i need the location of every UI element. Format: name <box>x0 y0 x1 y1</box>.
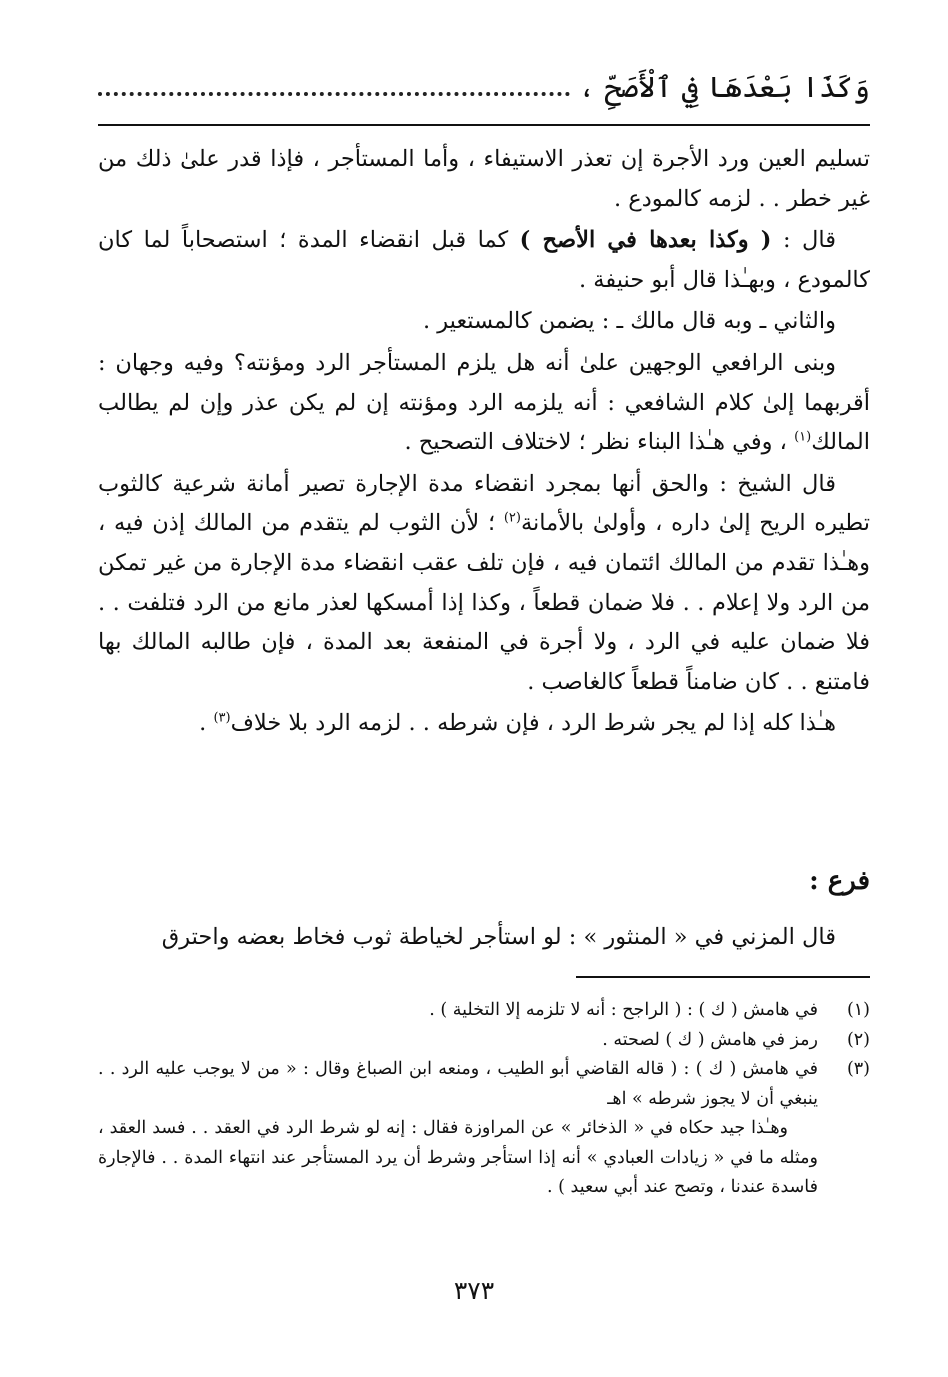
paragraph-4-rest: ، وفي هـٰذا البناء نظر ؛ لاختلاف التصحيح . <box>404 429 795 456</box>
footnote-number <box>818 1114 870 1203</box>
page-number: ٣٧٣ <box>453 1276 495 1305</box>
paragraph-4-text: وبنى الرافعي الوجهين علىٰ أنه هل يلزم المستأجر الرد ومؤنته؟ وفيه وجهان : أقربهما إلىٰ كلام الشافعي : أنه يلزمه الرد ومؤنته إن لم يكن عذر وإن لم يطالب المالك <box>98 349 870 456</box>
paragraph-2-rest: كما قبل انقضاء المدة ؛ استصحاباً لما كان كالمودع ، وبهـٰذا قال أبو حنيفة . <box>98 227 870 293</box>
paragraph-4 <box>98 344 870 463</box>
paragraph-3: والثاني ـ وبه قال مالك ـ : يضمن كالمستعير . <box>422 308 836 335</box>
paragraph-6 <box>98 704 870 744</box>
paragraph-5-text: قال الشيخ : والحق أنها بمجرد انقضاء مدة الإجارة تصير أمانة شرعية كالثوب تطيره الريح إلىٰ داره ، وأولىٰ بالأمانة <box>98 470 870 537</box>
paragraph-5 <box>98 465 870 703</box>
footnotes <box>98 996 870 1203</box>
section-text: قال المزني في « المنثور » : لو استأجر لخياطة ثوب فخاط بعضه واحترق <box>161 924 836 950</box>
paragraph-2-lead: قال : <box>771 227 836 254</box>
footnote-text: في هامش ( ك ) : ( الراجح : أنه لا تلزمه إلا التخلية ) . <box>429 1000 818 1020</box>
footnote-2 <box>98 1026 870 1056</box>
footnote-ref-1: (١) <box>794 429 812 445</box>
main-text <box>98 140 870 746</box>
paragraph-5-rest: ؛ لأن الثوب لم يتقدم من المالك إذن فيه ، وهـٰذا تقدم من المالك ائتمان فيه ، فإن تلف عقب انقضاء مدة الإجارة من غير تمكن من الرد ولا إعلام . . فلا ضمان قطعاً ، وكذا إذا أمسكها لعذر مانع من الرد فتلفت . . فلا ضمان عليه في الرد ، ولا أجرة في المنفعة بعد المدة ، فإن طالبه المالك بها فامتنع . . كان ضامناً قطعاً كالغاصب . <box>98 510 870 695</box>
section-heading: فرع : <box>809 866 870 896</box>
footnote-text: رمز في هامش ( ك ) لصحته . <box>602 1029 818 1050</box>
footnote-3-continuation <box>98 1114 870 1203</box>
footnote-text: وهـٰذا جيد حكاه في « الذخائر » عن المراوزة فقال : إنه لو شرط الرد في العقد . . فسد العقد ، ومثله ما في « زيادات العبادي » أنه إذا استأجر وشرط أن يرد المستأجر عند انتهاء المدة . . فالإجارة فاسدة عندنا ، وتصح عند أبي سعيد ) . <box>98 1118 818 1197</box>
matn-quote: ( وكذا بعدها في الأصح ) <box>519 227 772 254</box>
footnote-3 <box>98 1055 870 1114</box>
paragraph-1: تسليم العين ورد الأجرة إن تعذر الاستيفاء ، وأما المستأجر ، فإذا قدر علىٰ ذلك من غير خطر . . لزمه كالمودع . <box>98 146 870 212</box>
footnote-number: (١) <box>846 1000 870 1020</box>
header-dot-leader <box>98 78 570 96</box>
header-title: وَكَذَا بَعْدَهَا فِي ٱلْأَصَحِّ ، <box>578 70 870 104</box>
footnote-number: (٢) <box>846 1029 870 1050</box>
paragraph-6-text: هـٰذا كله إذا لم يجر شرط الرد ، فإن شرطه . . لزمه الرد بلا خلاف <box>230 710 836 737</box>
footnote-ref-2: (٢) <box>503 510 521 526</box>
footnote-1 <box>98 996 870 1026</box>
header-rule <box>98 124 870 126</box>
paragraph-6-rest: . <box>199 710 214 737</box>
paragraph-2 <box>98 221 870 300</box>
footnote-text: في هامش ( ك ) : ( قاله القاضي أبو الطيب ، ومنعه ابن الصباغ وقال : « من لا يوجب عليه الرد . . ينبغي أن لا يجوز شرطه » اهـ <box>98 1059 818 1109</box>
footnote-rule <box>576 976 870 978</box>
footnote-number: (٣) <box>846 1059 870 1079</box>
running-header <box>98 62 870 112</box>
footnote-ref-3: (٣) <box>213 710 231 726</box>
